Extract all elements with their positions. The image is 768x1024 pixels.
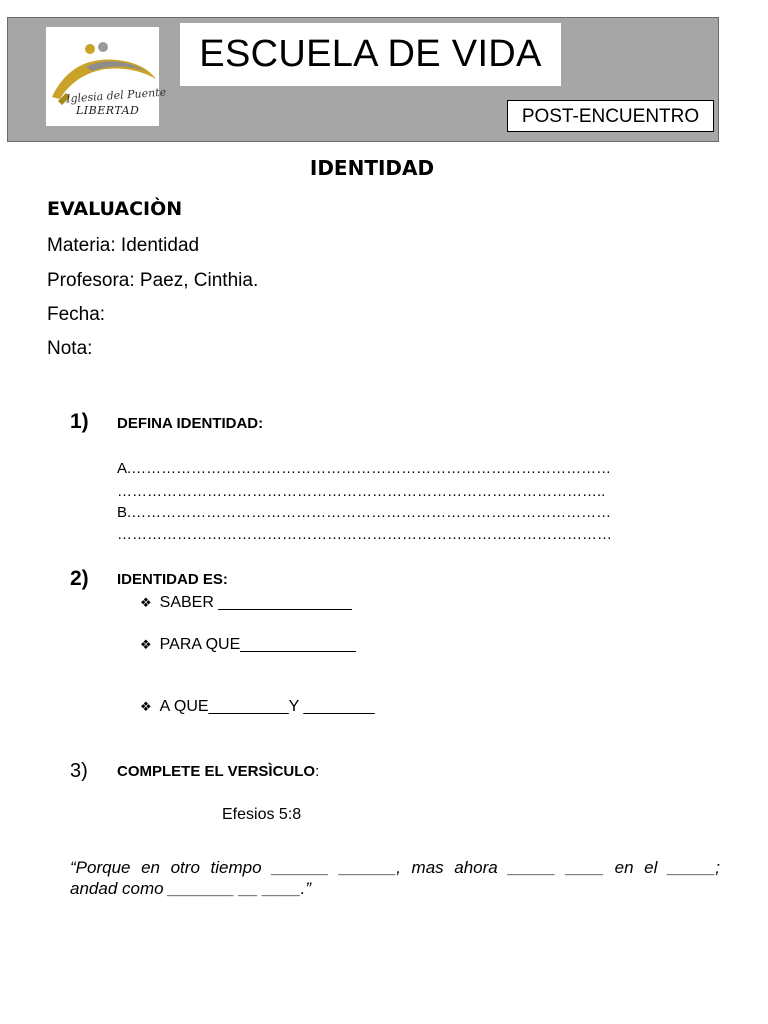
answer-b-continuation: ……………………………………………………………………………………… xyxy=(117,526,612,543)
question-2-prompt: IDENTIDAD ES: xyxy=(117,571,228,588)
answer-b-line: B.…………………………………………………………………………………… xyxy=(117,504,612,521)
question-3-prompt xyxy=(117,763,319,780)
verse-reference: Efesios 5:8 xyxy=(222,806,302,823)
bullet-item xyxy=(140,594,352,612)
diamond-bullet-icon: ❖ xyxy=(140,595,152,610)
verse-line-2: andad como _______ __ ____.” xyxy=(70,879,312,898)
question-1-prompt: DEFINA IDENTIDAD: xyxy=(117,415,264,432)
bullet-item xyxy=(140,636,356,654)
question-2-number: 2) xyxy=(70,567,89,590)
question-3-number: 3) xyxy=(70,760,88,782)
church-logo xyxy=(46,27,167,126)
question-3-colon: : xyxy=(315,763,320,780)
title-box xyxy=(180,23,561,86)
bullet-text: A QUE_________Y ________ xyxy=(159,698,375,715)
grade-line: Nota: xyxy=(47,338,93,359)
verse-line-1: “Porque en otro tiempo ______ ______, mas ahora _____ ____ en el _____; xyxy=(70,858,720,877)
answer-a-line: A.…………………………………………………………………………………… xyxy=(117,460,612,477)
bullet-item xyxy=(140,698,375,716)
question-1-number: 1) xyxy=(70,410,89,433)
bullet-text: PARA QUE_____________ xyxy=(159,636,356,653)
logo-name: LIBERTAD xyxy=(76,104,140,117)
question-3-prompt-text: COMPLETE EL VERSÌCULO xyxy=(117,763,316,780)
answer-a-continuation: …………………………………………………………………………………….. xyxy=(117,483,606,500)
topic-title: IDENTIDAD xyxy=(309,156,435,180)
logo-tagline: Iglesia del Puente xyxy=(65,85,167,106)
bullet-text: SABER _______________ xyxy=(159,594,352,611)
teacher-line: Profesora: Paez, Cinthia. xyxy=(47,270,259,291)
section-title: EVALUACIÒN xyxy=(47,198,183,220)
date-line: Fecha: xyxy=(47,304,106,325)
diamond-bullet-icon: ❖ xyxy=(140,637,152,652)
event-badge: POST-ENCUENTRO xyxy=(507,100,714,132)
page-title: ESCUELA DE VIDA xyxy=(199,33,542,75)
diamond-bullet-icon: ❖ xyxy=(140,699,152,714)
subject-line: Materia: Identidad xyxy=(47,235,200,256)
